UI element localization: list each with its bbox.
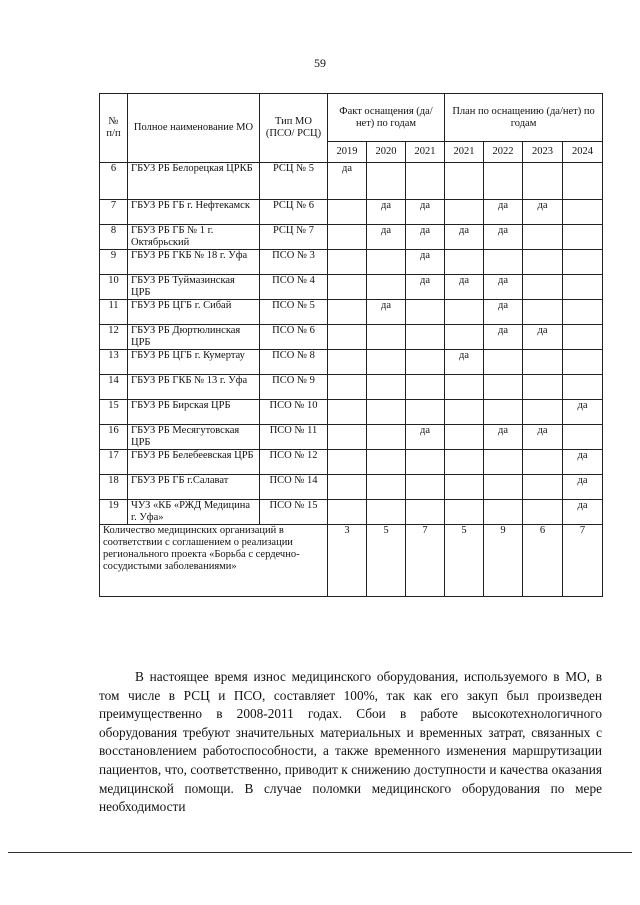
- equipment-status: да: [406, 425, 445, 450]
- org-name: ГБУЗ РБ Туймазинская ЦРБ: [128, 275, 260, 300]
- equipment-status: [484, 400, 523, 425]
- row-number: 14: [100, 375, 128, 400]
- equipment-status: [563, 425, 603, 450]
- equipment-status: [484, 350, 523, 375]
- total-value: 9: [484, 525, 523, 597]
- equipment-status: да: [563, 450, 603, 475]
- header-name: Полное наименование МО: [128, 94, 260, 163]
- row-number: 15: [100, 400, 128, 425]
- org-type: РСЦ № 5: [260, 163, 328, 200]
- equipment-status: [406, 163, 445, 200]
- table-row: [100, 350, 603, 375]
- equipment-status: [445, 450, 484, 475]
- equipment-status: [328, 425, 367, 450]
- table-row: [100, 250, 603, 275]
- equipment-status: [523, 500, 563, 525]
- equipment-status: [328, 350, 367, 375]
- header-fact-year: 2021: [406, 142, 445, 163]
- equipment-status: да: [484, 225, 523, 250]
- row-number: 17: [100, 450, 128, 475]
- table-row: [100, 400, 603, 425]
- table-row: [100, 325, 603, 350]
- row-number: 18: [100, 475, 128, 500]
- equipment-status: [367, 450, 406, 475]
- total-value: 5: [367, 525, 406, 597]
- equipment-status: [445, 163, 484, 200]
- org-name: ГБУЗ РБ Белебеевская ЦРБ: [128, 450, 260, 475]
- header-plan-year: 2024: [563, 142, 603, 163]
- equipment-status: да: [445, 275, 484, 300]
- total-label: Количество медицинских организаций в соответствии с соглашением о реализации регионального проекта «Борьба с сердечно-сосудистыми заболеваниями»: [100, 525, 328, 597]
- equipment-status: [445, 500, 484, 525]
- equipment-status: [563, 325, 603, 350]
- equipment-table: [99, 93, 603, 597]
- equipment-status: [367, 400, 406, 425]
- equipment-status: да: [484, 425, 523, 450]
- org-name: ГБУЗ РБ ГКБ № 13 г. Уфа: [128, 375, 260, 400]
- equipment-status: да: [406, 200, 445, 225]
- equipment-status: [523, 400, 563, 425]
- equipment-status: да: [484, 200, 523, 225]
- table-body: [100, 163, 603, 525]
- equipment-status: да: [484, 275, 523, 300]
- equipment-status: да: [484, 300, 523, 325]
- table-row: [100, 275, 603, 300]
- equipment-status: [445, 375, 484, 400]
- equipment-status: [406, 300, 445, 325]
- org-name: ГБУЗ РБ Дюртюлинская ЦРБ: [128, 325, 260, 350]
- table-row: [100, 163, 603, 200]
- page-number: 59: [314, 56, 326, 70]
- table-row: [100, 200, 603, 225]
- total-value: 7: [406, 525, 445, 597]
- equipment-status: да: [484, 325, 523, 350]
- row-number: 10: [100, 275, 128, 300]
- equipment-status: [523, 163, 563, 200]
- equipment-status: [328, 475, 367, 500]
- table-row: [100, 425, 603, 450]
- equipment-status: [445, 200, 484, 225]
- org-name: ГБУЗ РБ ГБ г.Салават: [128, 475, 260, 500]
- org-type: ПСО № 11: [260, 425, 328, 450]
- equipment-status: [445, 300, 484, 325]
- equipment-status: [563, 350, 603, 375]
- equipment-status: [484, 250, 523, 275]
- header-plan-year: 2023: [523, 142, 563, 163]
- equipment-status: [328, 225, 367, 250]
- equipment-status: [445, 400, 484, 425]
- equipment-status: [367, 325, 406, 350]
- row-number: 12: [100, 325, 128, 350]
- equipment-status: [523, 225, 563, 250]
- org-type: ПСО № 15: [260, 500, 328, 525]
- equipment-status: [328, 275, 367, 300]
- equipment-status: [367, 425, 406, 450]
- equipment-status: [328, 500, 367, 525]
- org-name: ГБУЗ РБ ЦГБ г. Сибай: [128, 300, 260, 325]
- org-type: ПСО № 14: [260, 475, 328, 500]
- equipment-status: [328, 250, 367, 275]
- row-number: 13: [100, 350, 128, 375]
- equipment-status: да: [367, 200, 406, 225]
- body-paragraph: В настоящее время износ медицинского оборудования, используемого в МО, в том числе в РСЦ и ПСО, составляет 100%, так как его закуп был произведен преимущественно в 2008-2011 годах. Сбои в работе высокотехнологичного оборудования требуют значительных материальных и временных затрат, связанных с восстановлением работоспособности, а также временного изменения маршрутизации пациентов, что, соответственно, приводит к снижению доступности и качества оказания медицинской помощи. В случае поломки медицинского оборудования по мере необходимости: [99, 669, 602, 815]
- row-number: 6: [100, 163, 128, 200]
- equipment-status: [445, 250, 484, 275]
- org-type: ПСО № 3: [260, 250, 328, 275]
- equipment-status: да: [523, 325, 563, 350]
- equipment-status: [523, 275, 563, 300]
- equipment-status: [484, 375, 523, 400]
- total-value: 7: [563, 525, 603, 597]
- equipment-status: [406, 475, 445, 500]
- equipment-status: [523, 350, 563, 375]
- total-value: 6: [523, 525, 563, 597]
- org-type: ПСО № 12: [260, 450, 328, 475]
- equipment-status: [523, 450, 563, 475]
- total-row: [100, 525, 603, 597]
- row-number: 7: [100, 200, 128, 225]
- equipment-status: да: [563, 400, 603, 425]
- equipment-status: [328, 200, 367, 225]
- table-row: [100, 500, 603, 525]
- org-name: ЧУЗ «КБ «РЖД Медицина г. Уфа»: [128, 500, 260, 525]
- footer-divider: [8, 852, 632, 853]
- header-num: № п/п: [100, 94, 128, 163]
- equipment-status: [367, 275, 406, 300]
- org-type: РСЦ № 6: [260, 200, 328, 225]
- equipment-status: да: [328, 163, 367, 200]
- equipment-status: [563, 275, 603, 300]
- equipment-status: [328, 325, 367, 350]
- equipment-status: [563, 200, 603, 225]
- equipment-status: [484, 475, 523, 500]
- equipment-status: [328, 300, 367, 325]
- header-type: Тип МО (ПСО/ РСЦ): [260, 94, 328, 163]
- org-name: ГБУЗ РБ ГБ г. Нефтекамск: [128, 200, 260, 225]
- equipment-status: [484, 163, 523, 200]
- equipment-status: [367, 250, 406, 275]
- total-value: 5: [445, 525, 484, 597]
- org-name: ГБУЗ РБ Белорецкая ЦРКБ: [128, 163, 260, 200]
- equipment-status: [406, 350, 445, 375]
- equipment-status: [367, 375, 406, 400]
- row-number: 19: [100, 500, 128, 525]
- equipment-status: да: [523, 425, 563, 450]
- equipment-status: [406, 375, 445, 400]
- equipment-status: [406, 450, 445, 475]
- org-name: ГБУЗ РБ ГБ № 1 г. Октябрьский: [128, 225, 260, 250]
- org-type: РСЦ № 7: [260, 225, 328, 250]
- equipment-status: [367, 163, 406, 200]
- equipment-status: [367, 500, 406, 525]
- row-number: 9: [100, 250, 128, 275]
- equipment-status: [328, 450, 367, 475]
- equipment-status: [406, 500, 445, 525]
- table-row: [100, 475, 603, 500]
- org-type: ПСО № 4: [260, 275, 328, 300]
- equipment-status: да: [367, 225, 406, 250]
- header-plan-year: 2022: [484, 142, 523, 163]
- equipment-status: [328, 375, 367, 400]
- equipment-status: да: [367, 300, 406, 325]
- equipment-status: да: [523, 200, 563, 225]
- equipment-status: да: [445, 225, 484, 250]
- row-number: 8: [100, 225, 128, 250]
- org-type: ПСО № 8: [260, 350, 328, 375]
- org-type: ПСО № 9: [260, 375, 328, 400]
- equipment-status: да: [445, 350, 484, 375]
- equipment-status: [484, 450, 523, 475]
- equipment-status: [328, 400, 367, 425]
- equipment-status: [367, 350, 406, 375]
- row-number: 16: [100, 425, 128, 450]
- equipment-status: [523, 475, 563, 500]
- equipment-status: [367, 475, 406, 500]
- equipment-status: [563, 163, 603, 200]
- org-type: ПСО № 10: [260, 400, 328, 425]
- equipment-status: [523, 250, 563, 275]
- header-fact-group: Факт оснащения (да/нет) по годам: [328, 94, 445, 142]
- org-type: ПСО № 5: [260, 300, 328, 325]
- header-fact-year: 2020: [367, 142, 406, 163]
- equipment-status: [445, 475, 484, 500]
- table-row: [100, 225, 603, 250]
- equipment-status: да: [406, 225, 445, 250]
- org-name: ГБУЗ РБ Бирская ЦРБ: [128, 400, 260, 425]
- equipment-status: [563, 375, 603, 400]
- equipment-status: [563, 250, 603, 275]
- equipment-status: [484, 500, 523, 525]
- org-name: ГБУЗ РБ ЦГБ г. Кумертау: [128, 350, 260, 375]
- equipment-status: [563, 225, 603, 250]
- table-row: [100, 450, 603, 475]
- header-plan-group: План по оснащению (да/нет) по годам: [445, 94, 603, 142]
- equipment-status: [406, 400, 445, 425]
- org-name: ГБУЗ РБ ГКБ № 18 г. Уфа: [128, 250, 260, 275]
- equipment-status: [445, 425, 484, 450]
- equipment-status: да: [406, 250, 445, 275]
- equipment-status: [523, 300, 563, 325]
- equipment-status: да: [563, 475, 603, 500]
- header-plan-year: 2021: [445, 142, 484, 163]
- total-value: 3: [328, 525, 367, 597]
- equipment-status: [523, 375, 563, 400]
- org-type: ПСО № 6: [260, 325, 328, 350]
- header-fact-year: 2019: [328, 142, 367, 163]
- equipment-status: [406, 325, 445, 350]
- equipment-status: [445, 325, 484, 350]
- table-row: [100, 300, 603, 325]
- table-row: [100, 375, 603, 400]
- equipment-status: да: [406, 275, 445, 300]
- org-name: ГБУЗ РБ Месягутовская ЦРБ: [128, 425, 260, 450]
- equipment-status: [563, 300, 603, 325]
- row-number: 11: [100, 300, 128, 325]
- equipment-status: да: [563, 500, 603, 525]
